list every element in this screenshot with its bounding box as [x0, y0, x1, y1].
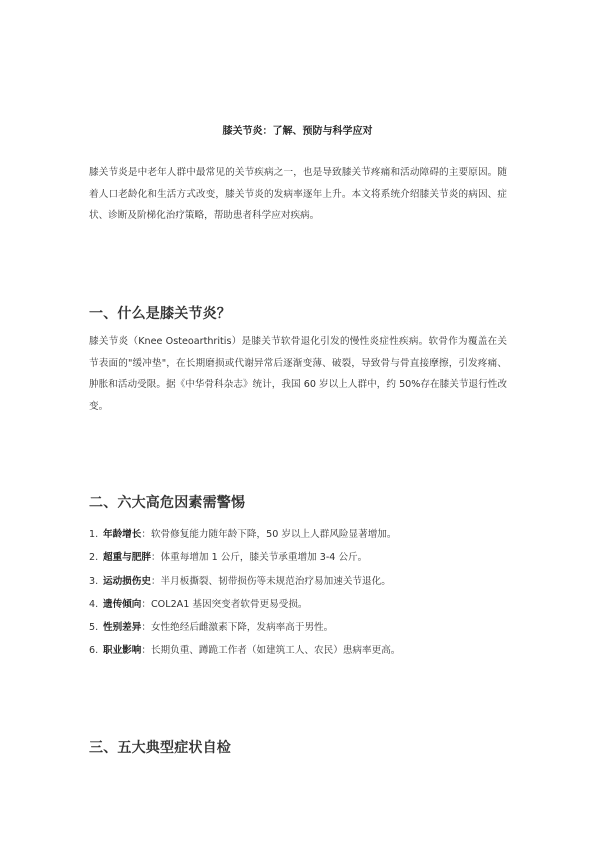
list-item-number: 1. [89, 529, 99, 540]
list-item-text: ：半月板撕裂、韧带损伤等未规范治疗易加速关节退化。 [150, 575, 391, 587]
list-item [89, 593, 507, 616]
list-item-term: 遗传倾向 [103, 598, 142, 610]
list-item [89, 523, 507, 546]
list-item-number: 3. [89, 575, 99, 587]
list-item-term: 超重与肥胖 [103, 552, 151, 564]
list-item-text: ：COL2A1 基因突变者软骨更易受损。 [141, 598, 308, 610]
risk-factor-list [89, 523, 507, 663]
list-item-term: 性别差异 [103, 622, 142, 634]
list-item-text: ：软骨修复能力随年龄下降，50 岁以上人群风险显著增加。 [141, 529, 397, 540]
list-item-number: 5. [89, 622, 99, 634]
section-1-heading: 一、什么是膝关节炎？ [89, 306, 231, 322]
intro-paragraph: 膝关节炎是中老年人群中最常见的关节疾病之一，也是导致膝关节疼痛和活动障碍的主要原因。随着人口老龄化和生活方式改变，膝关节炎的发病率逐年上升。本文将系统介绍膝关节炎的病因、症状、诊断及阶梯化治疗策略，帮助患者科学应对疾病。 [89, 167, 507, 221]
section-2-heading: 二、六大高危因素需警惕 [89, 495, 246, 511]
list-item [89, 639, 507, 662]
list-item-number: 4. [89, 598, 99, 610]
section-1-body: 膝关节炎（Knee Osteoarthritis）是膝关节软骨退化引发的慢性炎症性疾病。软骨作为覆盖在关节表面的"缓冲垫"，在长期磨损或代谢异常后逐渐变薄、破裂，导致骨与骨直接摩擦，引发疼痛、肿胀和活动受限。据《中华骨科杂志》统计，我国 60 岁以上人群中，约 50%存在膝关节退行性改变。 [89, 336, 507, 412]
section-3-heading: 三、五大典型症状自检 [89, 740, 231, 756]
list-item [89, 570, 507, 593]
list-item-term: 年龄增长 [103, 529, 142, 540]
list-item [89, 546, 507, 569]
list-item-text: ：女性绝经后雌激素下降，发病率高于男性。 [141, 622, 334, 634]
list-item-text: ：长期负重、蹲跪工作者（如建筑工人、农民）患病率更高。 [141, 645, 401, 657]
list-item-number: 2. [89, 552, 99, 564]
document-title: 膝关节炎：了解、预防与科学应对 [222, 126, 373, 137]
list-item-number: 6. [89, 645, 99, 657]
list-item-term: 职业影响 [103, 645, 142, 657]
list-item [89, 616, 507, 639]
list-item-term: 运动损伤史 [103, 575, 151, 587]
list-item-text: ：体重每增加 1 公斤，膝关节承重增加 3-4 公斤。 [150, 552, 368, 564]
